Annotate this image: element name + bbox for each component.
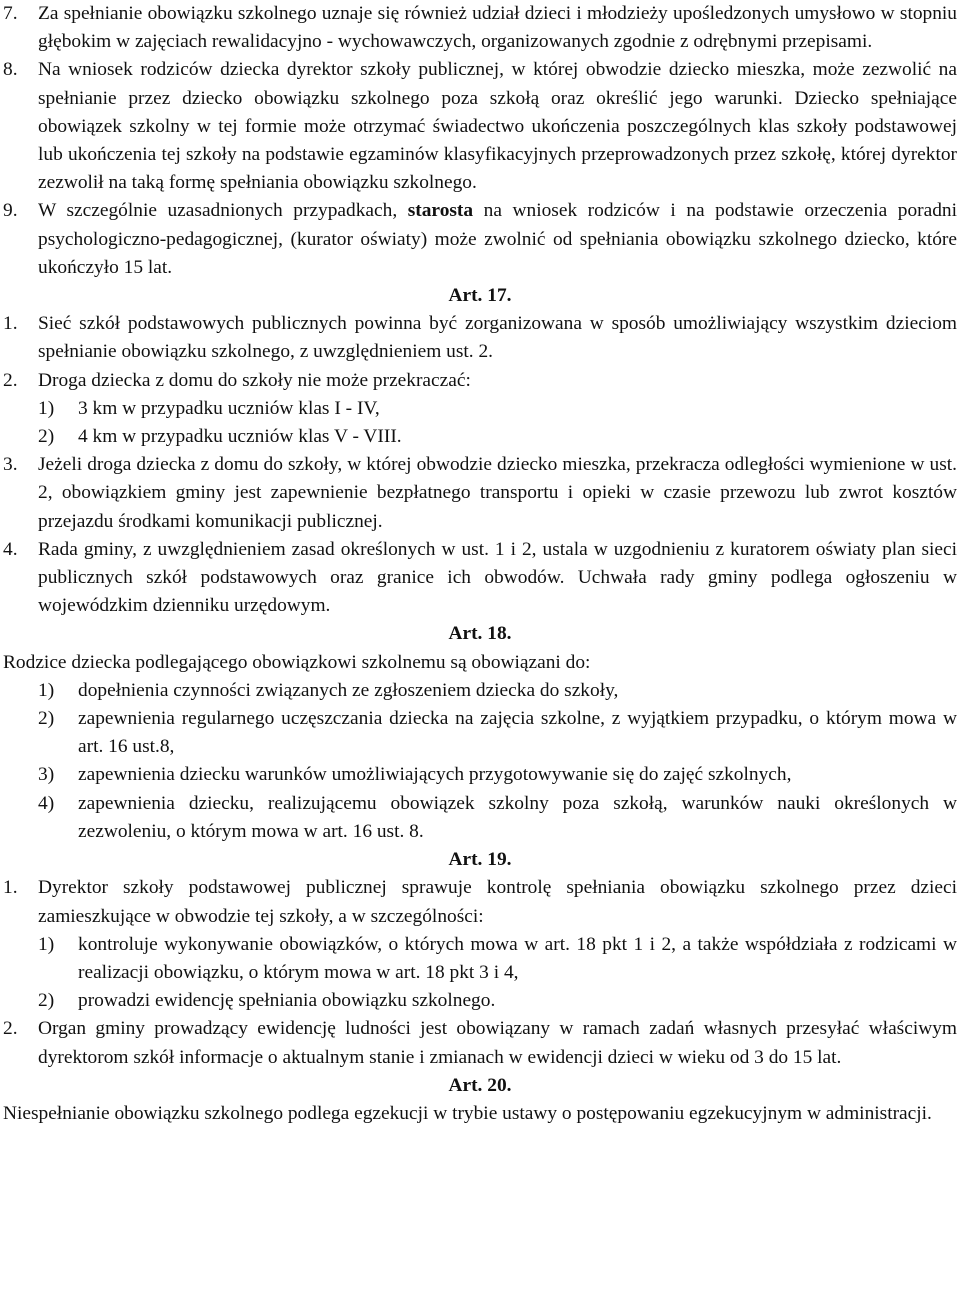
- point-text: dopełnienia czynności związanych ze zgłoszeniem dziecka do szkoły,: [78, 679, 619, 701]
- item-number: 3.: [3, 454, 18, 476]
- item-number: 7.: [3, 3, 18, 24]
- art17-paragraph-1: [3, 310, 957, 366]
- art18-intro: Rodzice dziecka podlegającego obowiązkowi szkolnemu są obowiązani do:: [3, 651, 591, 673]
- item-text-part: na wniosek rodziców i na podstawie orzeczenia poradni psychologiczno-pedagogicznej, (kurator oświaty) może zwolnić od spełniania obowiązku szkolnego dziecko, które ukończyło 15 lat.: [38, 200, 957, 278]
- point-number: 1): [38, 397, 55, 419]
- art19-p1-point-1: [3, 931, 957, 987]
- item-number: 8.: [3, 59, 18, 81]
- article-heading-18: Art. 18.: [448, 623, 512, 645]
- item-text: Organ gminy prowadzący ewidencję ludności jest obowiązany w ramach zadań własnych przesyłać właściwym dyrektorom szkół informacje o aktualnym stanie i zmianach w ewidencji dzieci w wieku od 3 do 15 lat.: [38, 1018, 957, 1068]
- art18-point-4: [3, 790, 957, 846]
- point-text: zapewnienia dziecku, realizującemu obowiązek szkolny poza szkołą, warunków nauki określonych w zezwoleniu, o którym mowa w art. 16 ust. 8.: [78, 792, 957, 842]
- art20-text: Niespełnianie obowiązku szkolnego podlega egzekucji w trybie ustawy o postępowaniu egzekucyjnym w administracji.: [3, 1102, 932, 1124]
- item-text: [38, 197, 957, 282]
- item-text: Za spełnianie obowiązku szkolnego uznaje się również udział dzieci i młodzieży upośledzonych umysłowo w stopniu głębokim w zajęciach rewalidacyjno - wychowawczych, organizowanych zgodnie z odrębnymi przepisami.: [38, 3, 957, 53]
- article-heading-19: Art. 19.: [448, 849, 512, 871]
- point-number: 2): [38, 990, 55, 1012]
- item-text: Na wniosek rodziców dziecka dyrektor szkoły publicznej, w której obwodzie dziecko mieszka, może zezwolić na spełnianie przez dziecko obowiązku szkolnego poza szkołą oraz określić jego warunki. Dziecko spełniające obowiązek szkolny w tej formie może otrzymać świadectwo ukończenia poszczególnych klas szkoły podstawowej lub ukończenia tej szkoły na podstawie egzaminów klasyfikacyjnych przeprowadzonych przez szkołę, której dyrektor zezwolił na taką formę spełniania obowiązku szkolnego.: [38, 59, 957, 194]
- art17-paragraph-3: [3, 451, 957, 536]
- art17-paragraph-4: [3, 536, 957, 621]
- point-text: 3 km w przypadku uczniów klas I - IV,: [78, 397, 380, 419]
- art18-point-2: [3, 705, 957, 761]
- art17-paragraph-2: [3, 367, 957, 395]
- point-text: kontroluje wykonywanie obowiązków, o których mowa w art. 18 pkt 1 i 2, a także współdziała z rodzicami w realizacji obowiązku, o którym mowa w art. 18 pkt 3 i 4,: [78, 933, 957, 983]
- art18-point-3: [3, 761, 957, 789]
- article-heading-17: Art. 17.: [448, 285, 512, 307]
- point-text: zapewnienia regularnego uczęszczania dziecka na zajęcia szkolne, z wyjątkiem przypadku, o którym mowa w art. 16 ust.8,: [78, 708, 957, 758]
- item-number: 1.: [3, 877, 18, 899]
- item-text: Dyrektor szkoły podstawowej publicznej sprawuje kontrolę spełniania obowiązku szkolnego przez dzieci zamieszkujące w obwodzie tej szkoły, a w szczególności:: [38, 877, 957, 927]
- point-number: 1): [38, 679, 55, 701]
- point-number: 1): [38, 933, 55, 955]
- item-number: 9.: [3, 200, 18, 222]
- art18-point-1: [3, 677, 957, 705]
- item-text-part: W szczególnie uzasadnionych przypadkach,: [38, 200, 398, 222]
- point-text: 4 km w przypadku uczniów klas V - VIII.: [78, 426, 402, 448]
- item-number: 2.: [3, 1018, 18, 1040]
- point-number: 2): [38, 708, 55, 730]
- art19-p1-point-2: [3, 987, 957, 1015]
- item-number: 1.: [3, 313, 18, 335]
- article-heading-20: Art. 20.: [448, 1074, 512, 1096]
- item-text: Droga dziecka z domu do szkoły nie może przekraczać:: [38, 369, 471, 391]
- art19-paragraph-2: [3, 1015, 957, 1071]
- item-number: 2.: [3, 369, 18, 391]
- item-number: 4.: [3, 538, 18, 560]
- art19-paragraph-1: [3, 874, 957, 930]
- item-text: Jeżeli droga dziecka z domu do szkoły, w której obwodzie dziecko mieszka, przekracza odległości wymienione w ust. 2, obowiązkiem gminy jest zapewnienie bezpłatnego transportu i opieki w czasie przewozu lub zwrot kosztów przejazdu środkami komunikacji publicznej.: [38, 454, 957, 532]
- item-text: Rada gminy, z uwzględnieniem zasad określonych w ust. 1 i 2, ustala w uzgodnieniu z kuratorem oświaty plan sieci publicznych szkół podstawowych oraz granice ich obwodów. Uchwała rady gminy podlega ogłoszeniu w wojewódzkim dzienniku urzędowym.: [38, 538, 957, 617]
- paragraph-7: [3, 0, 957, 56]
- art17-p2-point-2: [3, 423, 957, 451]
- paragraph-9: [3, 197, 957, 282]
- point-number: 3): [38, 764, 55, 786]
- point-text: zapewnienia dziecku warunków umożliwiających przygotowywanie się do zajęć szkolnych,: [78, 764, 792, 786]
- paragraph-8: [3, 56, 957, 197]
- point-text: prowadzi ewidencję spełniania obowiązku szkolnego.: [78, 990, 496, 1012]
- point-number: 2): [38, 426, 55, 448]
- bold-term: starosta: [407, 200, 474, 222]
- item-text: Sieć szkół podstawowych publicznych powinna być zorganizowana w sposób umożliwiający wszystkim dzieciom spełnianie obowiązku szkolnego, z uwzględnieniem ust. 2.: [38, 313, 957, 363]
- art17-p2-point-1: [3, 395, 957, 423]
- point-number: 4): [38, 792, 55, 814]
